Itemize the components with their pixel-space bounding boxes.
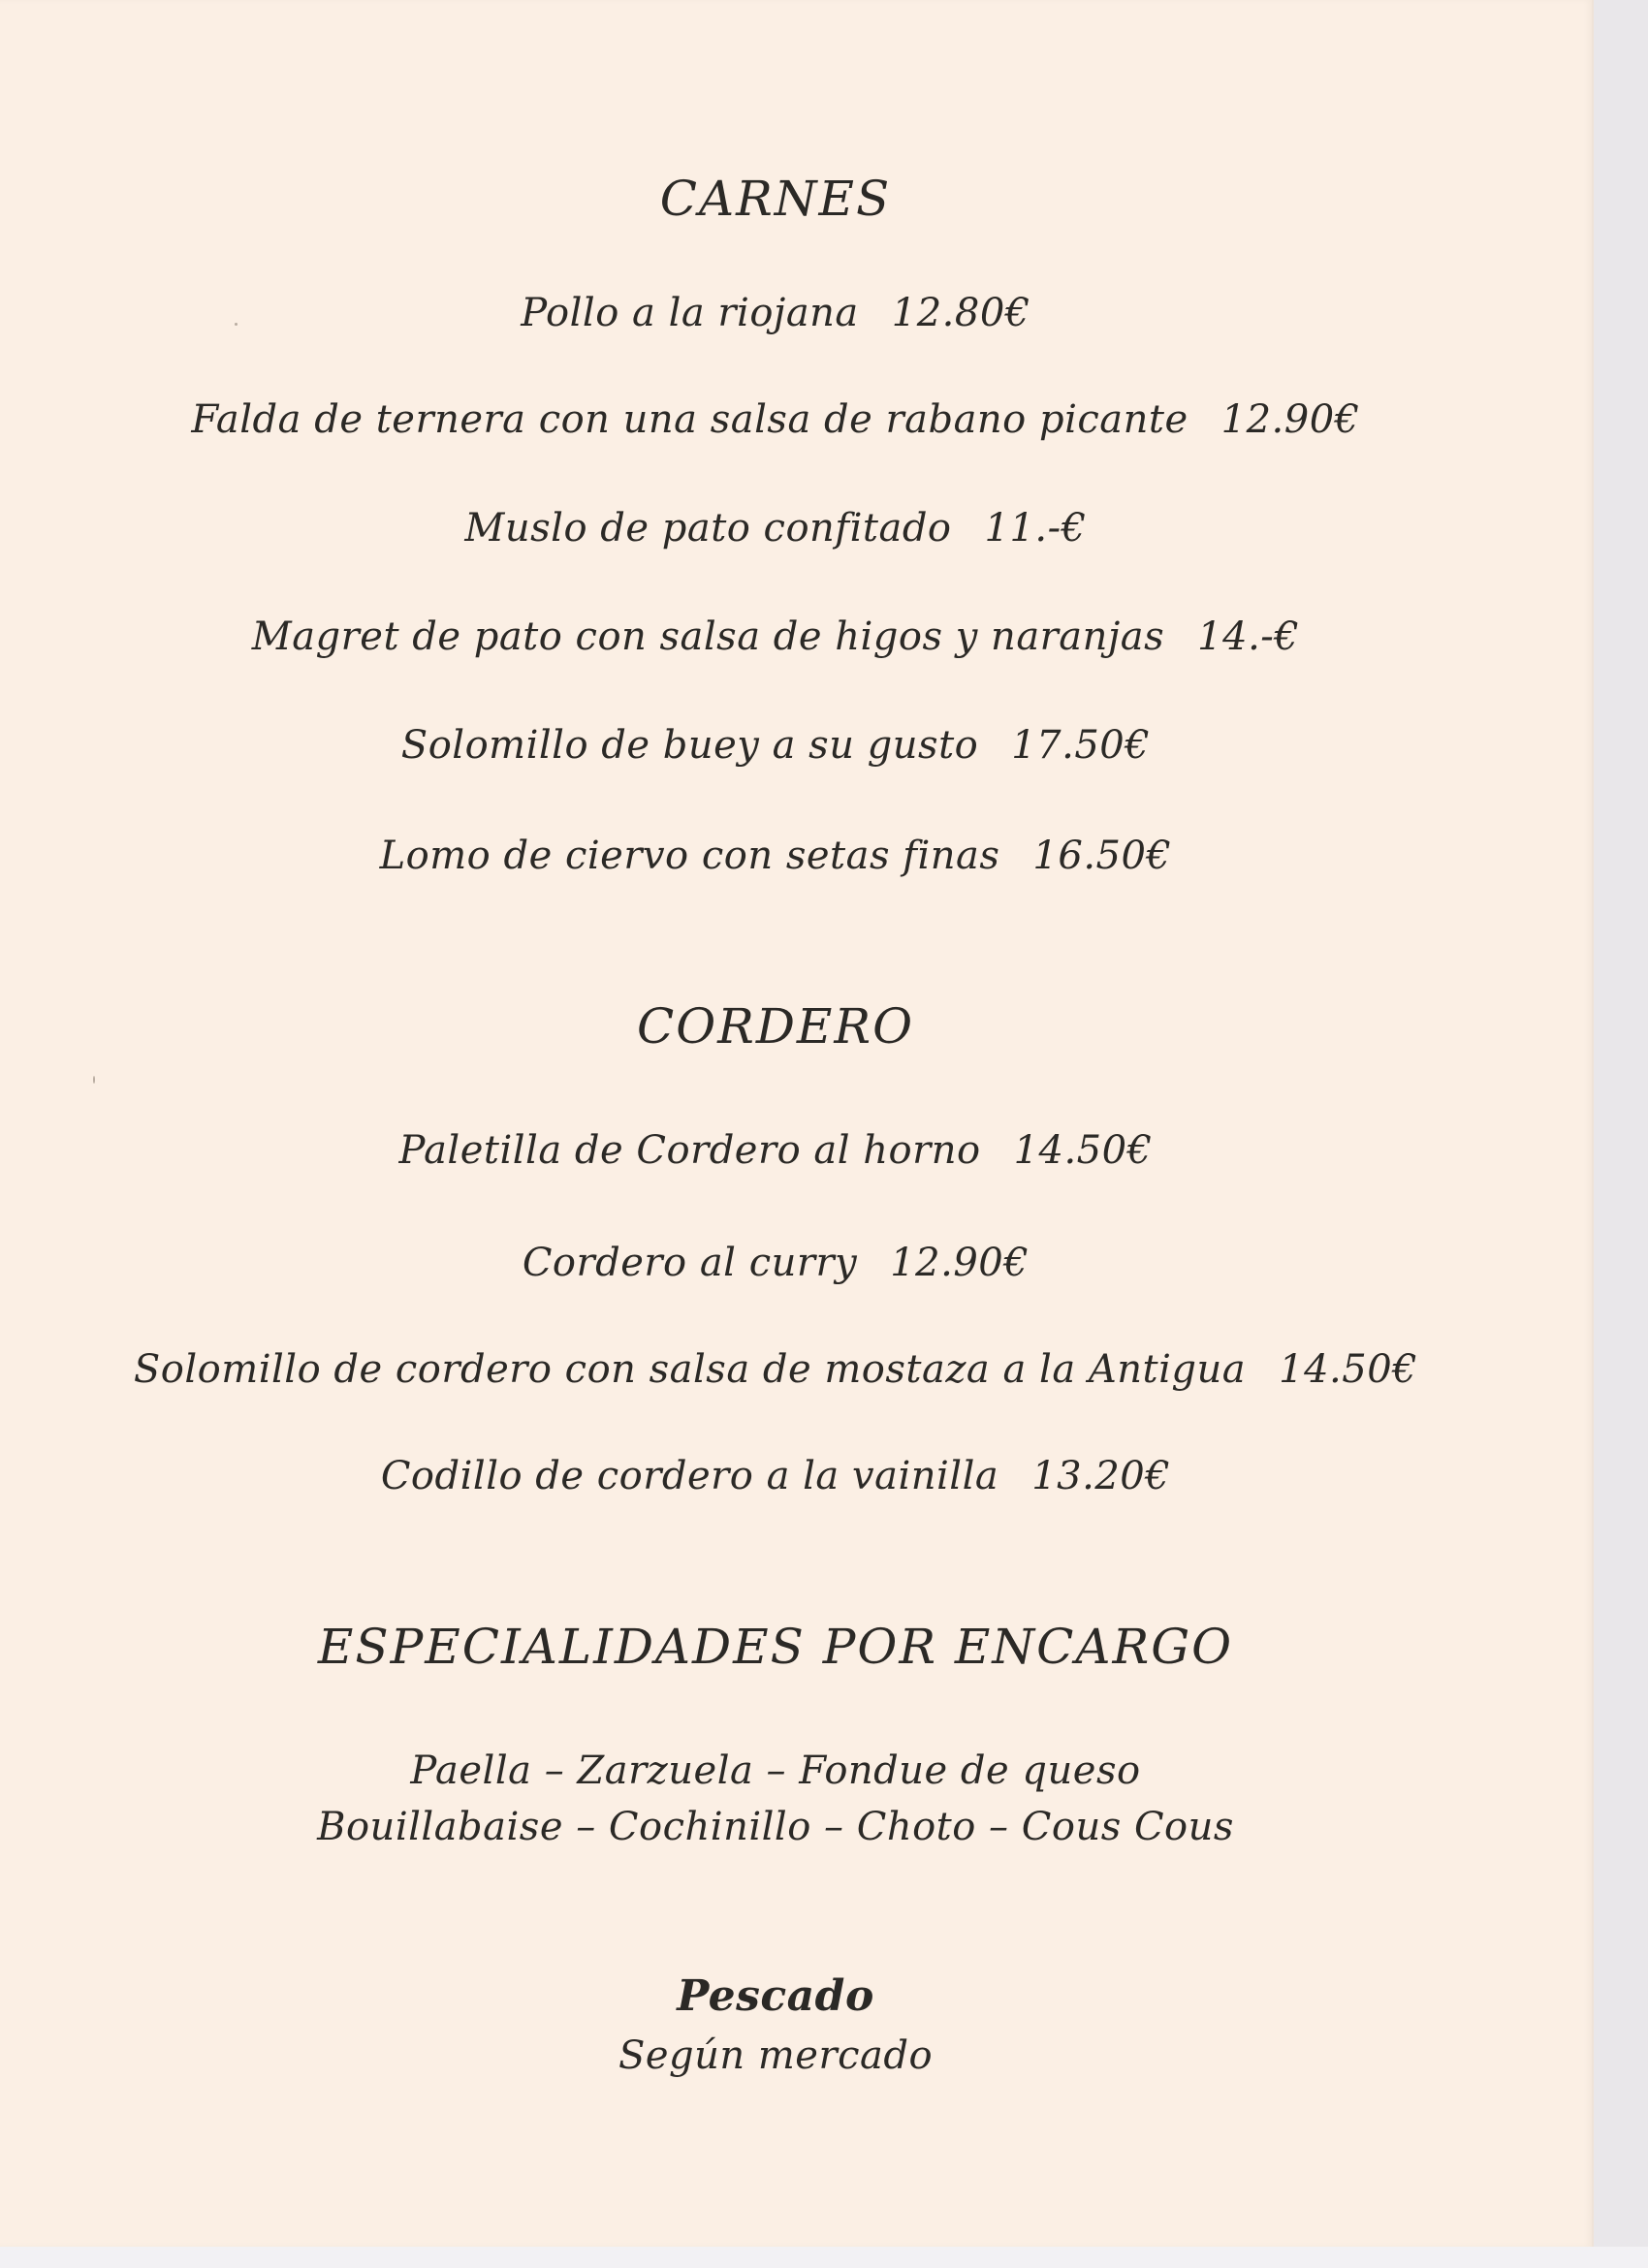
menu-item-price: 16.50€ [1032,834,1172,878]
specialties-line: Paella – Zarzuela – Fondue de queso [410,1748,1141,1793]
section-title-cordero: CORDERO [636,998,915,1055]
section-title-carnes: CARNES [659,171,892,227]
menu-item-price: 11.-€ [984,506,1087,551]
menu-item-price: 14.50€ [1279,1347,1418,1392]
menu-item [0,723,1551,768]
scan-background [0,2247,1648,2268]
menu-item [0,1128,1551,1173]
menu-item-price: 17.50€ [1011,723,1151,768]
menu-item-name: Pollo a la riojana [521,291,859,335]
menu-item [0,834,1551,878]
menu-item-name: Paletilla de Cordero al horno [398,1128,981,1173]
menu-item [0,1347,1551,1392]
specialties-line: Bouillabaise – Cochinillo – Choto – Cous Cous [317,1805,1234,1849]
menu-item-name: Codillo de cordero a la vainilla [380,1454,999,1498]
menu-item [0,397,1551,442]
menu-item-name: Muslo de pato confitado [464,506,952,551]
menu-item [0,506,1551,551]
pescado-note: Según mercado [618,2033,934,2078]
menu-item-name: Solomillo de buey a su gusto [400,723,979,768]
menu-item [0,614,1551,659]
section-title-pescado: Pescado [677,1971,874,2021]
menu-item-price: 14.50€ [1013,1128,1153,1173]
menu-item-name: Magret de pato con salsa de higos y naranjas [251,614,1165,659]
menu-item-name: Falda de ternera con una salsa de rabano picante [191,397,1188,442]
menu-item-price: 12.90€ [1220,397,1360,442]
menu-item-price: 12.90€ [890,1241,1030,1285]
menu-item-price: 13.20€ [1031,1454,1171,1498]
menu-item-name: Cordero al curry [522,1241,858,1285]
section-title-especialidades: ESPECIALIDADES POR ENCARGO [317,1619,1234,1675]
menu-item-price: 14.-€ [1197,614,1300,659]
menu-item [0,1454,1551,1498]
menu-item-name: Solomillo de cordero con salsa de mostaza a la Antigua [133,1347,1247,1392]
menu-item-name: Lomo de ciervo con setas finas [379,834,1000,878]
menu-item-price: 12.80€ [891,291,1030,335]
menu-item [0,291,1551,335]
menu-item [0,1241,1551,1285]
